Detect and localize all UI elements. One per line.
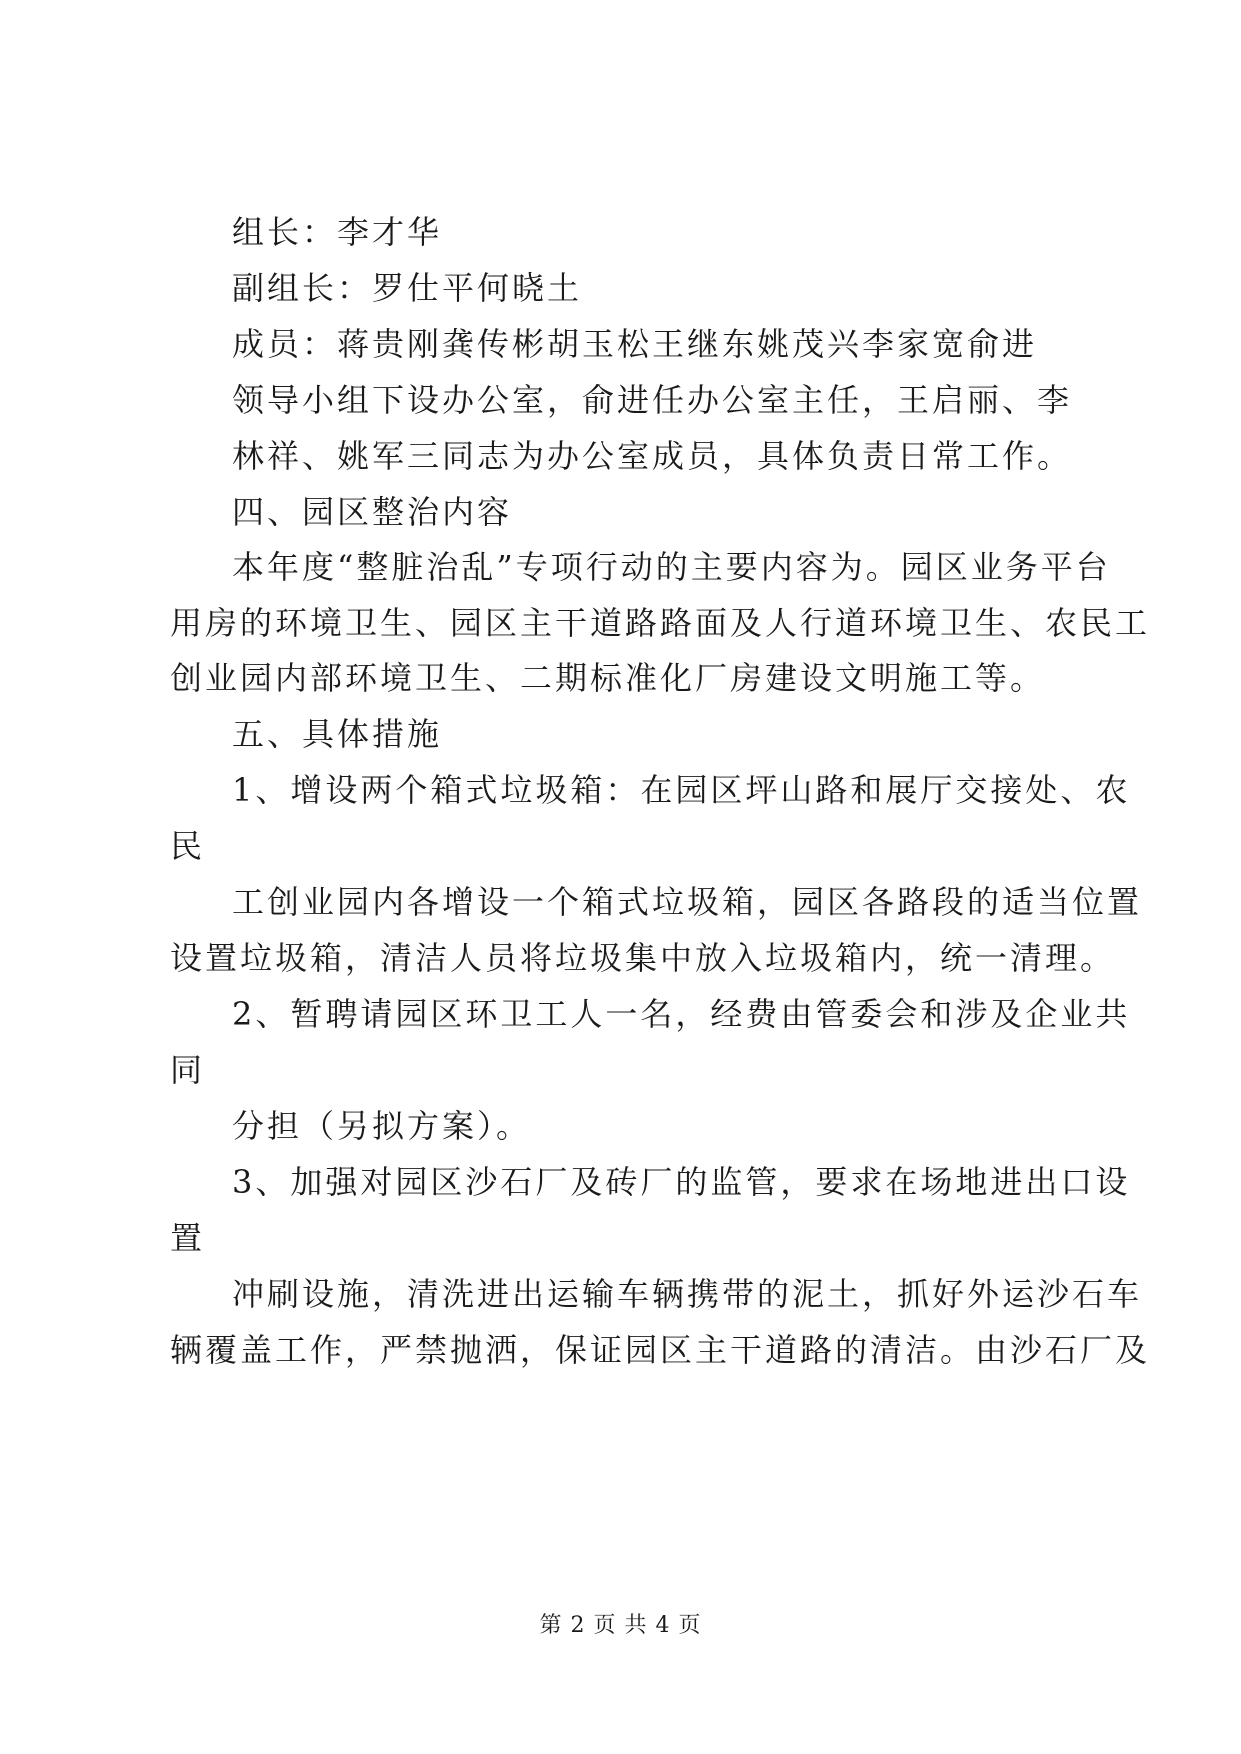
text-line: 组长：李才华 [232,213,443,251]
text-line: 设置垃圾箱，清洁人员将垃圾集中放入垃圾箱内，统一清理。 [170,939,1116,977]
text-line: 领导小组下设办公室，俞进任办公室主任，王启丽、李 [232,381,1073,419]
text-line: 成员：蒋贵刚龚传彬胡玉松王继东姚茂兴李家宽俞进 [232,325,1038,363]
text-line: 创业园内部环境卫生、二期标准化厂房建设文明施工等。 [170,659,1046,697]
page-footer: 第 2 页 共 4 页 [539,1613,702,1638]
text-line: 本年度“整脏治乱”专项行动的主要内容为。园区业务平台 [232,548,1111,586]
text-line: 民 [170,827,206,865]
text-line: 用房的环境卫生、园区主干道路路面及人行道环境卫生、农民工 [170,604,1151,642]
text-line: 3、加强对园区沙石厂及砖厂的监管，要求在场地进出口设 [232,1163,1131,1201]
text-line: 置 [170,1219,206,1257]
text-line: 辆覆盖工作，严禁抛洒，保证园区主干道路的清洁。由沙石厂及 [170,1331,1151,1369]
text-line: 1、增设两个箱式垃圾箱：在园区坪山路和展厅交接处、农 [232,771,1131,809]
text-line: 冲刷设施，清洗进出运输车辆携带的泥土，抓好外运沙石车 [232,1275,1143,1313]
text-line: 工创业园内各增设一个箱式垃圾箱，园区各路段的适当位置 [232,883,1143,921]
section-heading: 四、园区整治内容 [232,493,513,531]
section-heading: 五、具体措施 [232,715,443,753]
text-line: 分担（另拟方案）。 [232,1107,532,1145]
text-line: 2、暂聘请园区环卫工人一名，经费由管委会和涉及企业共 [232,995,1131,1033]
text-line: 同 [170,1051,206,1089]
text-line: 副组长：罗仕平何晓土 [232,269,583,307]
text-line: 林祥、姚军三同志为办公室成员，具体负责日常工作。 [232,437,1073,475]
